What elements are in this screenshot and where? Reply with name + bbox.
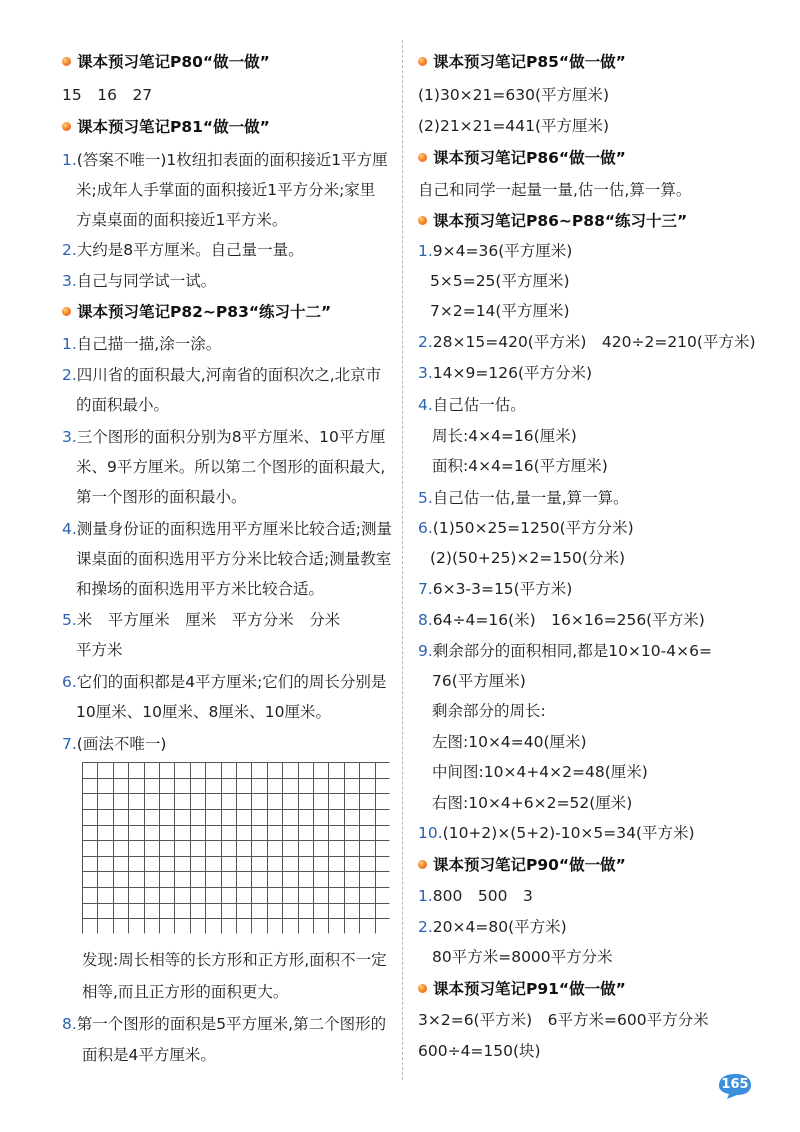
answer-line: 5×5=25(平方厘米) [430,272,570,290]
answer-line: 周长:4×4=16(厘米) [432,427,577,445]
answer-line: 右图:10×4+6×2=52(厘米) [432,794,633,812]
answer-line: 2.大约是8平方厘米。自己量一量。 [62,241,304,259]
bullet-icon [418,984,427,993]
answer-line: 76(平方厘米) [432,672,526,690]
answer-line: 2.20×4=80(平方米) [418,918,567,936]
answer-line: 左图:10×4=40(厘米) [432,733,587,751]
bullet-icon [62,307,71,316]
section-heading: 课本预习笔记P85“做一做” [418,52,626,72]
answer-line: 面积:4×4=16(平方厘米) [432,457,608,475]
answer-line: 3.14×9=126(平方分米) [418,364,593,382]
answer-line: 2.四川省的面积最大,河南省的面积次之,北京市 [62,366,382,384]
bullet-icon [418,860,427,869]
answer-line: 80平方米=8000平方分米 [432,948,613,966]
answer-line: 平方米 [76,641,123,659]
answer-line: 3.自己与同学试一试。 [62,272,217,290]
section-heading: 课本预习笔记P91“做一做” [418,979,626,999]
bullet-icon [418,216,427,225]
answer-line: 1.自己描一描,涂一涂。 [62,335,222,353]
section-heading: 课本预习笔记P82~P83“练习十二” [62,302,331,322]
answer-line: 4.自己估一估。 [418,396,526,414]
answer-line: 8.第一个图形的面积是5平方厘米,第二个图形的 [62,1015,387,1033]
answer-line: 1.(答案不唯一)1枚纽扣表面的面积接近1平方厘 [62,151,388,169]
answer-line: 1.800 500 3 [418,887,533,905]
answer-line: 7×2=14(平方厘米) [430,302,570,320]
answer-line: (2)21×21=441(平方厘米) [418,117,610,135]
answer-line: 5.自己估一估,量一量,算一算。 [418,489,629,507]
answer-line: 2.28×15=420(平方米) 420÷2=210(平方米) [418,333,756,351]
answer-line: 600÷4=150(块) [418,1042,541,1060]
answer-line: 6.它们的面积都是4平方厘米;它们的周长分别是 [62,673,387,691]
bullet-icon [418,57,427,66]
bullet-icon [418,153,427,162]
answer-line: 4.测量身份证的面积选用平方厘米比较合适;测量 [62,520,393,538]
page-number: 165 [721,1077,749,1092]
answer-line: 米;成年人手掌面的面积接近1平方分米;家里 [76,181,376,199]
answer-line: (2)(50+25)×2=150(分米) [430,549,625,567]
answer-line: 发现:周长相等的长方形和正方形,面积不一定 [82,951,387,969]
answer-line: 6.(1)50×25=1250(平方分米) [418,519,634,537]
answer-line: 方桌桌面的面积接近1平方米。 [76,211,288,229]
answer-line: 面积是4平方厘米。 [82,1046,216,1064]
answer-line: 和操场的面积选用平方米比较合适。 [76,580,325,598]
grid-drawing [82,762,390,934]
section-heading: 课本预习笔记P86~P88“练习十三” [418,211,687,231]
section-heading: 课本预习笔记P90“做一做” [418,855,626,875]
answer-line: (1)30×21=630(平方厘米) [418,86,610,104]
answer-line: 课桌面的面积选用平方分米比较合适;测量教室 [76,550,392,568]
answer-line: 3×2=6(平方米) 6平方米=600平方分米 [418,1011,709,1029]
answer-line: 1.9×4=36(平方厘米) [418,242,573,260]
answer-line: 5.米 平方厘米 厘米 平方分米 分米 [62,611,341,629]
page-number-badge [715,1071,755,1101]
answer-line: 8.64÷4=16(米) 16×16=256(平方米) [418,611,705,629]
answer-line: 剩余部分的周长: [432,702,546,720]
section-heading: 课本预习笔记P80“做一做” [62,52,270,72]
answer-line: 7.(画法不唯一) [62,735,167,753]
section-heading: 课本预习笔记P81“做一做” [62,117,270,137]
column-divider [402,40,403,1080]
answer-line: 米、9平方厘米。所以第二个图形的面积最大, [76,458,386,476]
answer-line: 9.剩余部分的面积相同,都是10×10-4×6= [418,642,712,660]
section-heading: 课本预习笔记P86“做一做” [418,148,626,168]
answer-line: 第一个图形的面积最小。 [76,488,247,506]
answer-line: 15 16 27 [62,86,153,104]
answer-line: 相等,而且正方形的面积更大。 [82,983,289,1001]
answer-line: 的面积最小。 [76,396,170,414]
grid-paper [82,762,390,934]
bullet-icon [62,122,71,131]
answer-line: 7.6×3-3=15(平方米) [418,580,573,598]
answer-line: 3.三个图形的面积分别为8平方厘米、10平方厘 [62,428,386,446]
answer-line: 中间图:10×4+4×2=48(厘米) [432,763,648,781]
answer-line: 10.(10+2)×(5+2)-10×5=34(平方米) [418,824,695,842]
bullet-icon [62,57,71,66]
answer-line: 10厘米、10厘米、8厘米、10厘米。 [76,703,332,721]
answer-line: 自己和同学一起量一量,估一估,算一算。 [418,181,692,199]
